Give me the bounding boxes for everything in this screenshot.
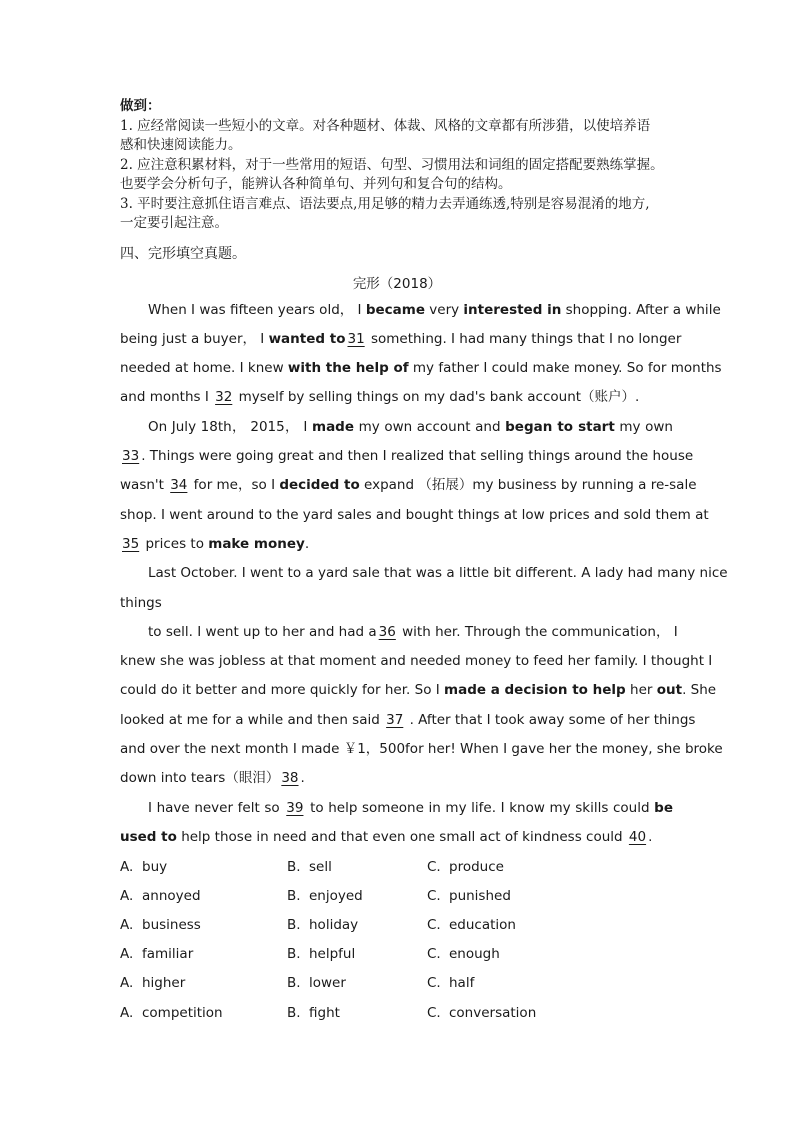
study-tips xyxy=(120,97,680,234)
passage-line: and months I 32 myself by selling things on my dad's bank account（账户）. xyxy=(120,389,640,405)
option-c: C. half xyxy=(427,975,475,991)
passage-line: 35 prices to make money. xyxy=(122,536,310,552)
passage-line: On July 18th， 2015， I made my own account and began to start my own xyxy=(148,419,673,435)
tips-line: 感和快速阅读能力。 xyxy=(120,137,242,153)
blank-32: 32 xyxy=(215,389,233,405)
tips-line: 2. 应注意积累材料，对于一些常用的短语、句型、习惯用法和词组的固定搭配要熟练掌握。 xyxy=(120,156,664,173)
option-c: C. enough xyxy=(427,946,500,962)
tips-line: 3. 平时要注意抓住语言难点、语法要点,用足够的精力去弄通练透,特别是容易混淆的地方, xyxy=(120,195,650,212)
option-a: A. buy xyxy=(120,859,168,875)
blank-34: 34 xyxy=(170,477,188,493)
option-a: A. annoyed xyxy=(120,888,201,904)
blank-31: 31 xyxy=(347,331,365,347)
blank-35: 35 xyxy=(122,536,140,552)
passage-line: things xyxy=(120,595,162,611)
blank-36: 36 xyxy=(378,624,396,640)
tips-line: 1. 应经常阅读一些短小的文章。对各种题材、体裁、风格的文章都有所涉猎，以使培养语 xyxy=(120,117,651,134)
tips-heading: 做到： xyxy=(120,98,161,114)
option-a: A. familiar xyxy=(120,946,194,962)
passage-line: to sell. I went up to her and had a36 with her. Through the communication， I xyxy=(148,624,678,640)
option-b: B. lower xyxy=(287,975,346,991)
blank-38: 38 xyxy=(281,770,299,786)
passage-line: 33. Things were going great and then I realized that selling things around the house xyxy=(122,448,694,464)
passage-line: used to help those in need and that even one small act of kindness could 40. xyxy=(120,829,653,845)
option-b: B. enjoyed xyxy=(287,888,363,904)
option-a: A. business xyxy=(120,917,201,933)
option-c: C. education xyxy=(427,917,516,933)
tips-line: 也要学会分析句子，能辨认各种简单句、并列句和复合句的结构。 xyxy=(120,176,512,192)
blank-33: 33 xyxy=(122,448,140,464)
option-b: B. fight xyxy=(287,1005,340,1021)
passage-line: could do it better and more quickly for her. So I made a decision to help her out. She xyxy=(120,682,717,698)
option-c: C. produce xyxy=(427,859,504,875)
option-c: C. punished xyxy=(427,888,511,904)
option-a: A. competition xyxy=(120,1005,223,1021)
tips-line: 一定要引起注意。 xyxy=(120,215,228,231)
passage-line: I have never felt so 39 to help someone in my life. I know my skills could be xyxy=(148,800,673,816)
blank-40: 40 xyxy=(628,829,647,845)
option-a: A. higher xyxy=(120,975,186,991)
passage-line: down into tears（眼泪）38. xyxy=(120,770,305,786)
passage-line: When I was fifteen years old， I became very interested in shopping. After a while xyxy=(148,302,721,318)
passage-line: knew she was jobless at that moment and needed money to feed her family. I thought I xyxy=(120,653,713,669)
passage-line: looked at me for a while and then said 37 . After that I took away some of her things xyxy=(120,712,696,728)
option-c: C. conversation xyxy=(427,1005,537,1021)
passage-line: needed at home. I knew with the help of my father I could make money. So for months xyxy=(120,360,722,376)
passage-line: being just a buyer， I wanted to31 something. I had many things that I no longer xyxy=(120,331,682,347)
option-b: B. holiday xyxy=(287,917,359,933)
passage-title: 完形（2018） xyxy=(352,276,442,292)
blank-37: 37 xyxy=(386,712,404,728)
passage-line: shop. I went around to the yard sales and bought things at low prices and sold them at xyxy=(120,507,709,523)
option-b: B. helpful xyxy=(287,946,356,962)
blank-39: 39 xyxy=(286,800,304,816)
passage-line: Last October. I went to a yard sale that was a little bit different. A lady had many nice xyxy=(148,565,728,581)
section-title: 四、完形填空真题。 xyxy=(120,246,246,262)
passage-line: and over the next month I made ￥1，500for her! When I gave her the money, she broke xyxy=(120,741,723,757)
passage-line: wasn't 34 for me，so I decided to expand （拓展）my business by running a re-sale xyxy=(120,477,697,493)
option-b: B. sell xyxy=(287,859,332,875)
